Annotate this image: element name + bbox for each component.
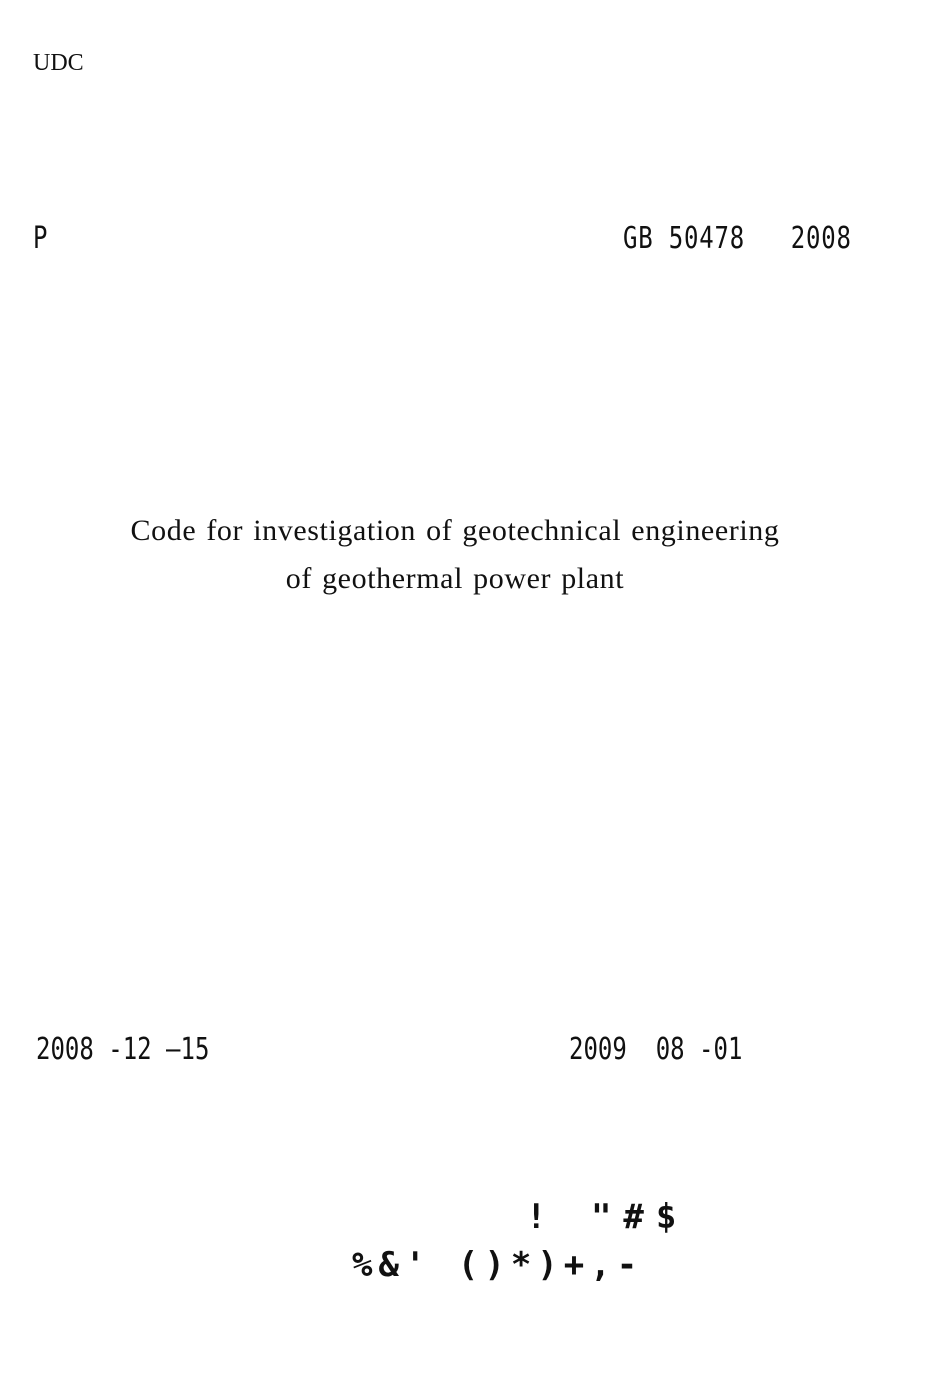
title-line-2: of geothermal power plant bbox=[285, 562, 625, 595]
classification-code: P bbox=[33, 221, 48, 256]
standard-number: GB 50478 2008 bbox=[623, 221, 852, 256]
publisher-line-1: ! "#$ bbox=[526, 1197, 689, 1237]
english-title bbox=[0, 507, 910, 603]
issue-date: 2008 -12 —15 bbox=[36, 1032, 210, 1067]
title-line-1: Code for investigation of geotechnical engineering bbox=[130, 514, 780, 547]
publisher-line-2: %&' ()*)+,- bbox=[352, 1245, 644, 1285]
implementation-date: 2009 08 -01 bbox=[569, 1032, 743, 1067]
udc-label: UDC bbox=[33, 50, 84, 76]
